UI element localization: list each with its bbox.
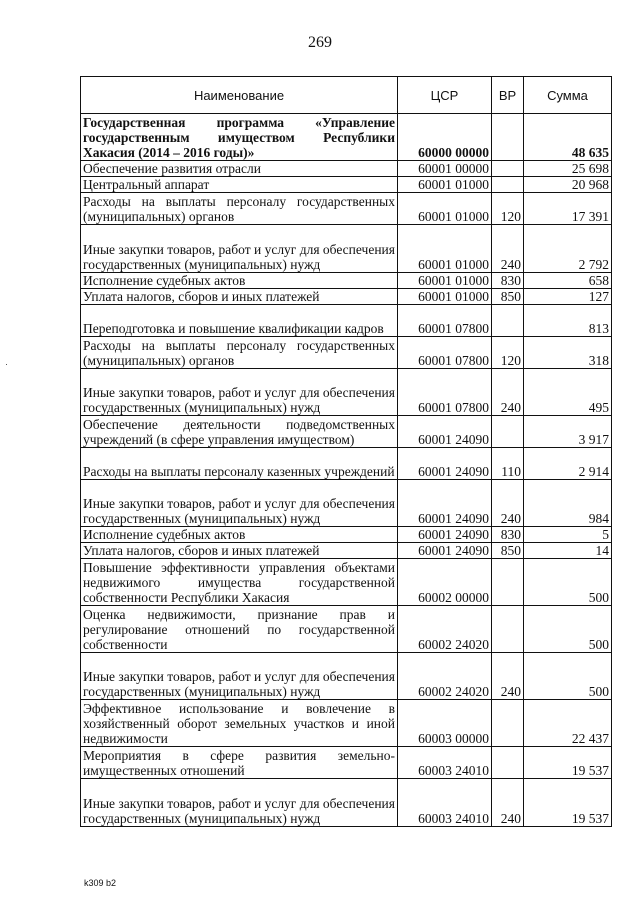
row-name-cell: Расходы на выплаты персоналу государственных (муниципальных) органов [81, 337, 398, 369]
table-row [81, 606, 612, 653]
row-sum-cell: 127 [524, 289, 612, 305]
table-body [81, 114, 612, 827]
table-row [81, 448, 612, 480]
row-sum-cell: 2 792 [524, 225, 612, 273]
table-row [81, 747, 612, 779]
row-name-cell: Уплата налогов, сборов и иных платежей [81, 289, 398, 305]
table-row [81, 305, 612, 337]
margin-speck [6, 364, 7, 365]
row-sum-cell: 25 698 [524, 161, 612, 177]
row-name-cell: Исполнение судебных актов [81, 273, 398, 289]
row-csr-cell: 60001 01000 [398, 289, 492, 305]
table-row [81, 700, 612, 747]
row-vr-cell: 240 [492, 369, 524, 416]
table-header-row [81, 77, 612, 114]
row-name-cell: Иные закупки товаров, работ и услуг для обеспечения государственных (муниципальных) нужд [81, 779, 398, 827]
row-name-cell: Иные закупки товаров, работ и услуг для обеспечения государственных (муниципальных) нужд [81, 480, 398, 527]
table-row [81, 779, 612, 827]
row-csr-cell: 60001 24090 [398, 480, 492, 527]
table-row [81, 161, 612, 177]
row-csr-cell: 60001 24090 [398, 527, 492, 543]
row-sum-cell: 984 [524, 480, 612, 527]
row-name-cell: Мероприятия в сфере развития земельно-имущественных отношений [81, 747, 398, 779]
header-name: Наименование [81, 77, 398, 114]
table-row [81, 369, 612, 416]
row-name-cell: Центральный аппарат [81, 177, 398, 193]
row-csr-cell: 60001 24090 [398, 416, 492, 448]
row-sum-cell: 19 537 [524, 779, 612, 827]
row-name-cell: Расходы на выплаты персоналу казенных учреждений [81, 448, 398, 480]
row-csr-cell: 60001 01000 [398, 177, 492, 193]
row-vr-cell [492, 606, 524, 653]
row-csr-cell: 60001 01000 [398, 273, 492, 289]
row-csr-cell: 60000 00000 [398, 114, 492, 161]
row-csr-cell: 60003 00000 [398, 700, 492, 747]
row-name-cell: Оценка недвижимости, признание прав и регулирование отношений по государственной собственности [81, 606, 398, 653]
table-row [81, 543, 612, 559]
row-sum-cell: 17 391 [524, 193, 612, 225]
row-sum-cell: 500 [524, 653, 612, 700]
page-number: 269 [308, 34, 332, 51]
row-vr-cell [492, 416, 524, 448]
row-name-cell: Исполнение судебных актов [81, 527, 398, 543]
row-sum-cell: 48 635 [524, 114, 612, 161]
row-csr-cell: 60001 01000 [398, 225, 492, 273]
row-name-cell: Иные закупки товаров, работ и услуг для обеспечения государственных (муниципальных) нужд [81, 369, 398, 416]
row-csr-cell: 60001 24090 [398, 448, 492, 480]
table-row [81, 177, 612, 193]
row-vr-cell [492, 114, 524, 161]
row-vr-cell: 830 [492, 273, 524, 289]
table-row [81, 416, 612, 448]
table-row [81, 337, 612, 369]
footer-code: k309 b2 [84, 878, 117, 888]
row-sum-cell: 318 [524, 337, 612, 369]
row-sum-cell: 2 914 [524, 448, 612, 480]
row-sum-cell: 5 [524, 527, 612, 543]
row-sum-cell: 19 537 [524, 747, 612, 779]
row-vr-cell: 120 [492, 337, 524, 369]
row-vr-cell [492, 700, 524, 747]
row-csr-cell: 60001 07800 [398, 305, 492, 337]
row-csr-cell: 60003 24010 [398, 747, 492, 779]
row-name-cell: Уплата налогов, сборов и иных платежей [81, 543, 398, 559]
table-row [81, 193, 612, 225]
row-vr-cell: 240 [492, 480, 524, 527]
row-name-cell: Повышение эффективности управления объектами недвижимого имущества государственной собственности Республики Хакасия [81, 559, 398, 606]
row-sum-cell: 495 [524, 369, 612, 416]
row-vr-cell: 240 [492, 779, 524, 827]
row-vr-cell [492, 177, 524, 193]
row-sum-cell: 813 [524, 305, 612, 337]
row-csr-cell: 60001 01000 [398, 193, 492, 225]
row-name-cell: Государственная программа «Управление государственным имуществом Республики Хакасия (2014 – 2016 годы)» [81, 114, 398, 161]
row-sum-cell: 22 437 [524, 700, 612, 747]
row-name-cell: Иные закупки товаров, работ и услуг для обеспечения государственных (муниципальных) нужд [81, 225, 398, 273]
row-csr-cell: 60001 07800 [398, 337, 492, 369]
row-csr-cell: 60001 07800 [398, 369, 492, 416]
row-csr-cell: 60003 24010 [398, 779, 492, 827]
header-vr: ВР [492, 77, 524, 114]
table-row [81, 653, 612, 700]
table-row [81, 273, 612, 289]
table-row [81, 559, 612, 606]
row-vr-cell [492, 305, 524, 337]
row-name-cell: Иные закупки товаров, работ и услуг для обеспечения государственных (муниципальных) нужд [81, 653, 398, 700]
row-name-cell: Обеспечение развития отрасли [81, 161, 398, 177]
row-sum-cell: 20 968 [524, 177, 612, 193]
table-row [81, 114, 612, 161]
table-row [81, 527, 612, 543]
row-csr-cell: 60002 24020 [398, 653, 492, 700]
row-vr-cell: 830 [492, 527, 524, 543]
row-sum-cell: 3 917 [524, 416, 612, 448]
row-vr-cell: 120 [492, 193, 524, 225]
header-csr: ЦСР [398, 77, 492, 114]
row-vr-cell: 240 [492, 225, 524, 273]
row-sum-cell: 658 [524, 273, 612, 289]
row-vr-cell: 850 [492, 543, 524, 559]
row-vr-cell [492, 161, 524, 177]
table-row [81, 289, 612, 305]
row-sum-cell: 500 [524, 559, 612, 606]
table-row [81, 225, 612, 273]
row-csr-cell: 60001 00000 [398, 161, 492, 177]
row-vr-cell [492, 747, 524, 779]
row-sum-cell: 500 [524, 606, 612, 653]
row-name-cell: Эффективное использование и вовлечение в хозяйственный оборот земельных участков и иной недвижимости [81, 700, 398, 747]
row-vr-cell: 850 [492, 289, 524, 305]
row-sum-cell: 14 [524, 543, 612, 559]
header-sum: Сумма [524, 77, 612, 114]
row-csr-cell: 60002 24020 [398, 606, 492, 653]
row-name-cell: Переподготовка и повышение квалификации кадров [81, 305, 398, 337]
row-vr-cell: 110 [492, 448, 524, 480]
row-vr-cell [492, 559, 524, 606]
row-csr-cell: 60001 24090 [398, 543, 492, 559]
row-vr-cell: 240 [492, 653, 524, 700]
row-name-cell: Обеспечение деятельности подведомственных учреждений (в сфере управления имуществом) [81, 416, 398, 448]
row-name-cell: Расходы на выплаты персоналу государственных (муниципальных) органов [81, 193, 398, 225]
row-csr-cell: 60002 00000 [398, 559, 492, 606]
table-row [81, 480, 612, 527]
budget-table [80, 76, 612, 827]
